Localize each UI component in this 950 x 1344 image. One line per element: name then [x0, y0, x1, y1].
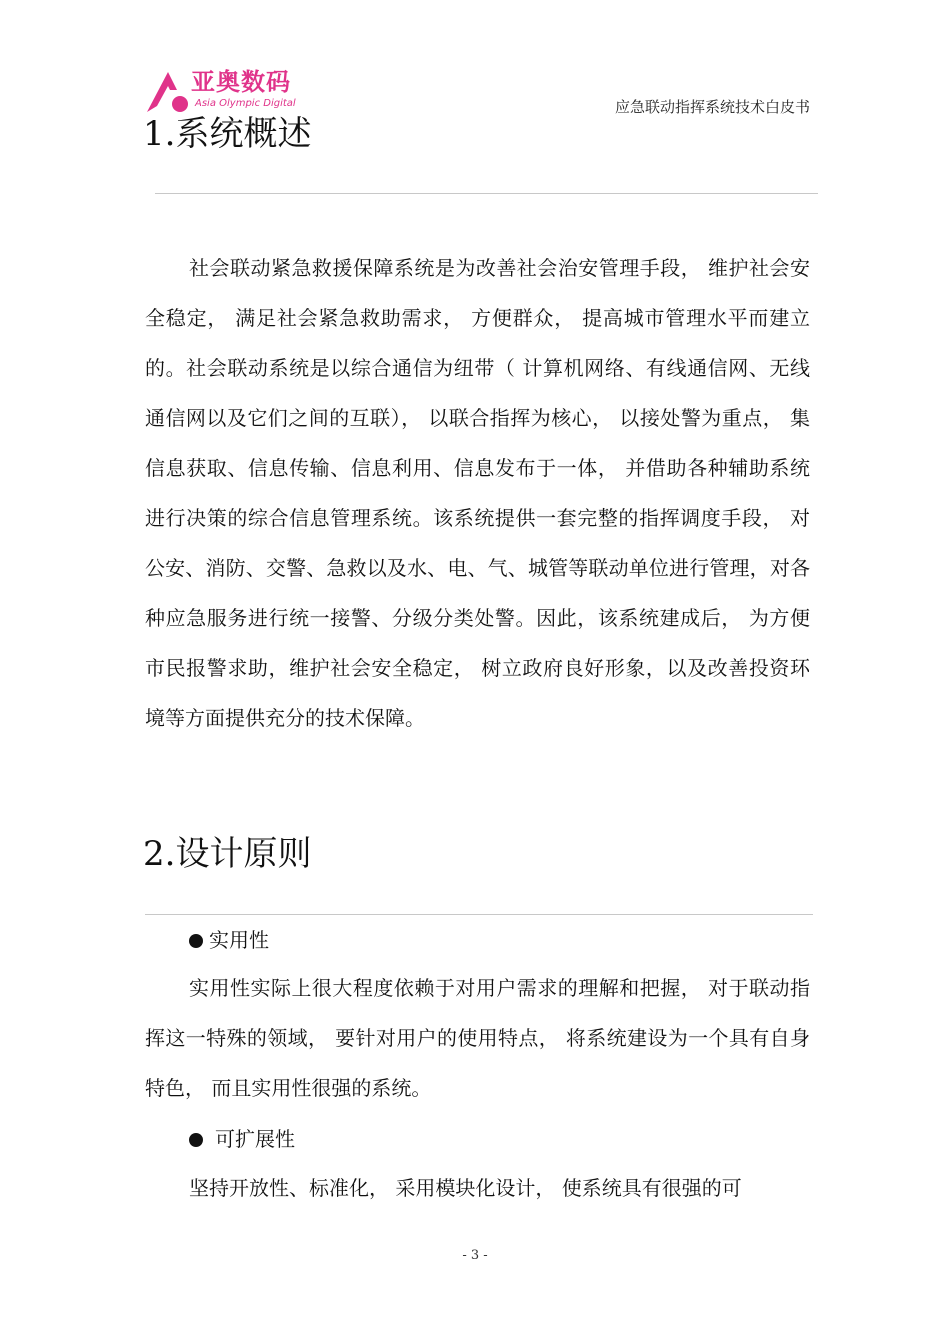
- document-title: 应急联动指挥系统技术白皮书: [614, 98, 810, 116]
- section-2-divider: [145, 914, 813, 915]
- section-1-heading: 1.系统概述: [143, 114, 312, 154]
- bullet-label: 实用性: [209, 928, 269, 952]
- bullet-practicality: [189, 925, 269, 955]
- scalability-paragraph: 坚持开放性、标准化， 采用模块化设计， 使系统具有很强的可: [189, 1176, 742, 1200]
- bullet-dot-icon: [189, 934, 203, 948]
- logo-text-cn: 亚奥数码: [191, 68, 291, 96]
- page-number: - 3 -: [462, 1248, 488, 1263]
- logo-triangle-icon: [143, 66, 193, 116]
- logo-text-en: Asia Olympic Digital: [195, 98, 296, 109]
- section-2-heading: 2.设计原则: [143, 834, 312, 874]
- section-1-divider: [155, 193, 818, 194]
- practicality-paragraph: 实用性实际上很大程度依赖于对用户需求的理解和把握， 对于联动指挥这一特殊的领域， 要针对用户的使用特点， 将系统建设为一个具有自身特色， 而且实用性很强的系统。: [145, 976, 810, 1100]
- bullet-scalability: [189, 1124, 295, 1154]
- company-logo: [143, 66, 305, 116]
- bullet-label: 可扩展性: [215, 1127, 295, 1151]
- bullet-dot-icon: [189, 1133, 203, 1147]
- section-1-paragraph: 社会联动紧急救援保障系统是为改善社会治安管理手段， 维护社会安全稳定， 满足社会紧急救助需求， 方便群众， 提高城市管理水平而建立的。社会联动系统是以综合通信为纽带（ 计算机网络、有线通信网、无线通信网以及它们之间的互联）， 以联合指挥为核心， 以接处警为重点， 集信息获取、信息传输、信息利用、信息发布于一体， 并借助各种辅助系统进行决策的综合信息管理系统。该系统提供一套完整的指挥调度手段， 对公安、消防、交警、急救以及水、电、气、城管等联动单位进行管理，对各种应急服务进行统一接警、分级分类处警。因此，该系统建成后， 为方便市民报警求助，维护社会安全稳定， 树立政府良好形象，以及改善投资环境等方面提供充分的技术保障。: [145, 256, 810, 730]
